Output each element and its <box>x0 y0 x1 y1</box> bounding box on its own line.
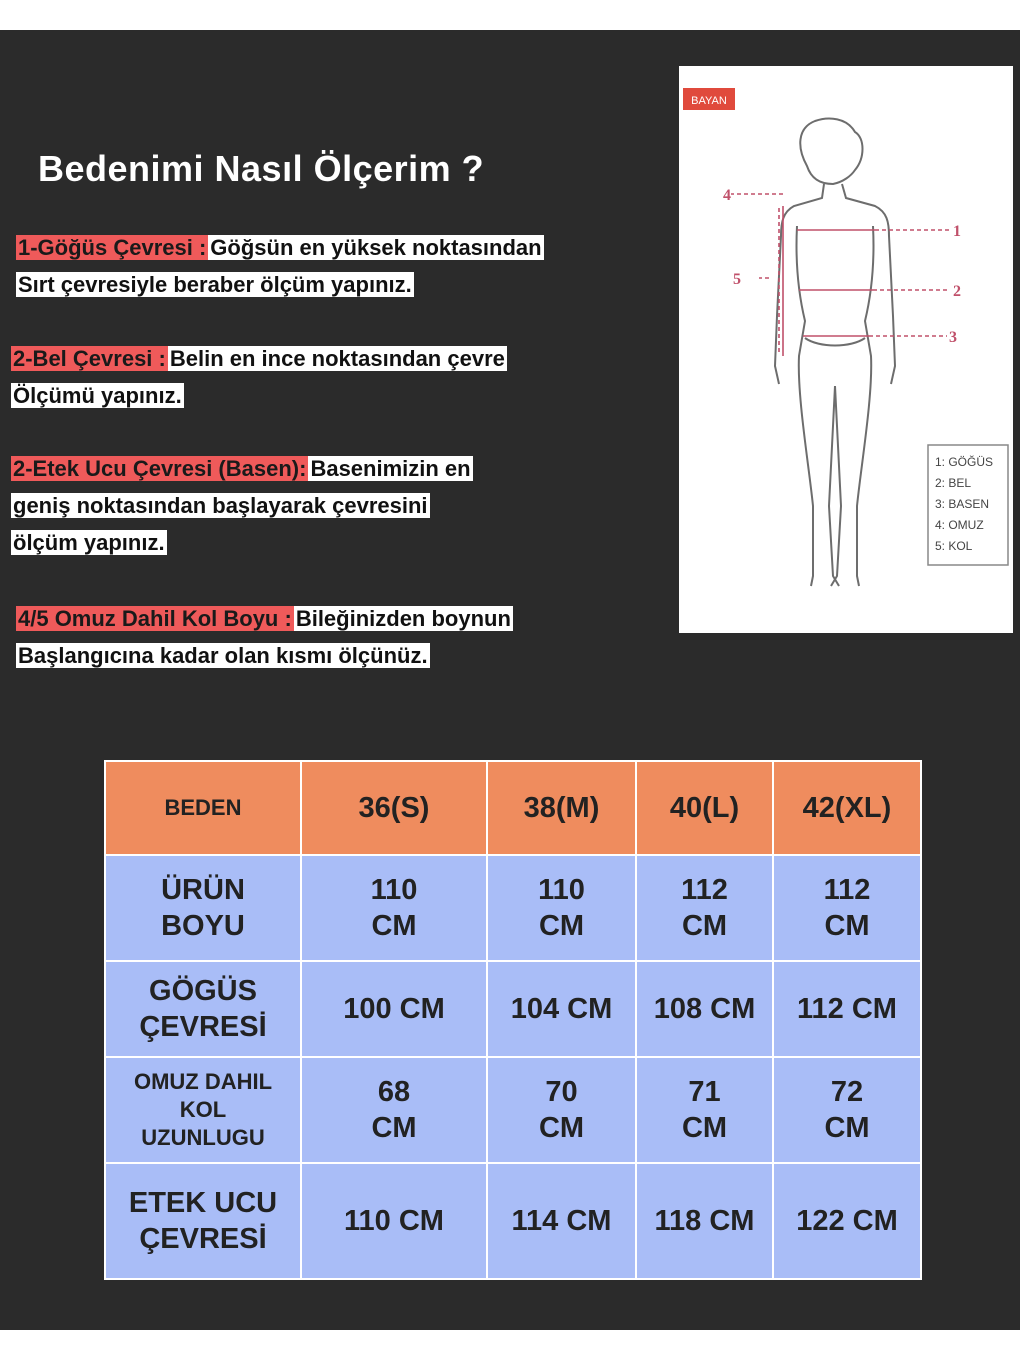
legend-item: 2: BEL <box>935 476 972 490</box>
table-row <box>105 961 921 1057</box>
page-title: Bedenimi Nasıl Ölçerim ? <box>38 148 485 189</box>
table-row <box>105 855 921 961</box>
table-cell: 110 CM <box>301 855 487 961</box>
legend-item: 3: BASEN <box>935 497 990 511</box>
instruction-text: Bileğinizden boynun <box>295 606 511 631</box>
table-cell: 71 CM <box>636 1057 773 1163</box>
table-header: 40(L) <box>636 761 773 855</box>
marker-3: 3 <box>949 329 957 346</box>
row-label: ETEK UCU ÇEVRESİ <box>105 1163 301 1279</box>
table-cell: 108 CM <box>636 961 773 1057</box>
legend-item: 1: GÖĞÜS <box>935 455 994 469</box>
table-row <box>105 1057 921 1163</box>
instruction-text: ölçüm yapınız. <box>13 530 165 555</box>
instruction-text: Basenimizin en <box>310 456 471 481</box>
table-header-row <box>105 761 921 855</box>
instruction-hip <box>11 450 473 561</box>
table-cell: 122 CM <box>773 1163 921 1279</box>
instruction-text: Ölçümü yapınız. <box>13 383 182 408</box>
table-header: 42(XL) <box>773 761 921 855</box>
table-cell: 70 CM <box>487 1057 636 1163</box>
instruction-text: Başlangıcına kadar olan kısmı ölçünüz. <box>18 643 428 668</box>
instruction-label: 4/5 Omuz Dahil Kol Boyu : <box>18 606 292 631</box>
woman-silhouette-icon <box>775 119 895 586</box>
table-header: 36(S) <box>301 761 487 855</box>
table-cell: 114 CM <box>487 1163 636 1279</box>
instruction-text: Belin en ince noktasından çevre <box>169 346 505 371</box>
table-cell: 112 CM <box>773 855 921 961</box>
table-cell: 72 CM <box>773 1057 921 1163</box>
table-cell: 68 CM <box>301 1057 487 1163</box>
legend-item: 5: KOL <box>935 539 973 553</box>
table-cell: 104 CM <box>487 961 636 1057</box>
instruction-waist <box>11 340 507 414</box>
instruction-text: Göğsün en yüksek noktasından <box>210 235 542 260</box>
table-header: 38(M) <box>487 761 636 855</box>
table-row <box>105 1163 921 1279</box>
instruction-sleeve <box>16 600 513 674</box>
size-table <box>104 760 922 1280</box>
marker-4: 4 <box>723 187 731 204</box>
table-cell: 112 CM <box>636 855 773 961</box>
instruction-label: 2-Bel Çevresi : <box>13 346 166 371</box>
instruction-text: geniş noktasından başlayarak çevresini <box>13 493 428 518</box>
marker-5: 5 <box>733 271 741 288</box>
instruction-label: 1-Göğüs Çevresi : <box>18 235 207 260</box>
legend-item: 4: OMUZ <box>935 518 984 532</box>
table-cell: 118 CM <box>636 1163 773 1279</box>
row-label: OMUZ DAHIL KOL UZUNLUGU <box>105 1057 301 1163</box>
measurement-lines <box>731 194 949 356</box>
table-cell: 100 CM <box>301 961 487 1057</box>
row-label: GÖGÜS ÇEVRESİ <box>105 961 301 1057</box>
badge-label: BAYAN <box>691 95 727 107</box>
row-label: ÜRÜN BOYU <box>105 855 301 961</box>
body-measurement-figure <box>679 66 1013 633</box>
marker-1: 1 <box>953 223 961 240</box>
instruction-label: 2-Etek Ucu Çevresi (Basen): <box>13 456 307 481</box>
instruction-chest <box>16 229 544 303</box>
table-cell: 110 CM <box>487 855 636 961</box>
table-cell: 112 CM <box>773 961 921 1057</box>
table-cell: 110 CM <box>301 1163 487 1279</box>
marker-2: 2 <box>953 283 961 300</box>
instruction-text: Sırt çevresiyle beraber ölçüm yapınız. <box>18 272 412 297</box>
table-header: BEDEN <box>105 761 301 855</box>
